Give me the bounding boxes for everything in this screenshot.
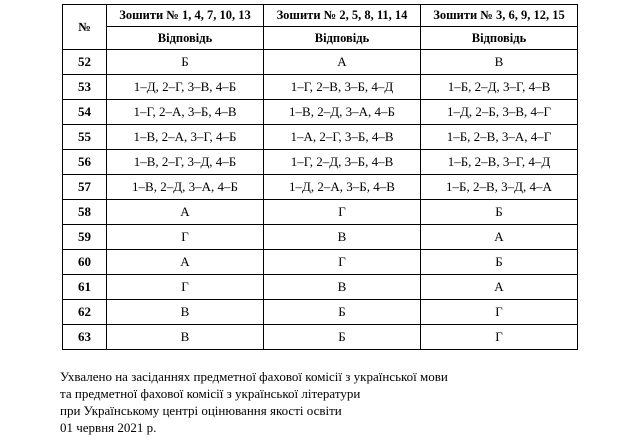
question-number: 58	[63, 200, 107, 225]
answer-cell: В	[264, 225, 421, 250]
question-number: 52	[63, 50, 107, 75]
table-row	[63, 200, 578, 225]
answer-cell: 1–В, 2–Г, 3–Д, 4–Б	[107, 150, 264, 175]
table-row	[63, 250, 578, 275]
question-number: 53	[63, 75, 107, 100]
question-number: 60	[63, 250, 107, 275]
answer-subheader-3: Відповідь	[421, 27, 578, 50]
table-row	[63, 50, 578, 75]
group-header-1: Зошити № 1, 4, 7, 10, 13	[107, 5, 264, 27]
approval-note	[60, 368, 448, 436]
question-number: 59	[63, 225, 107, 250]
approval-date: 01 червня 2021 р.	[60, 420, 157, 435]
answer-cell: Г	[421, 325, 578, 350]
table-row	[63, 275, 578, 300]
table-row	[63, 300, 578, 325]
answer-cell: 1–Б, 2–В, 3–Д, 4–А	[421, 175, 578, 200]
answer-cell: В	[264, 275, 421, 300]
answer-cell: А	[421, 225, 578, 250]
answer-cell: 1–В, 2–Д, 3–А, 4–Б	[264, 100, 421, 125]
answer-cell: 1–Д, 2–Г, 3–В, 4–Б	[107, 75, 264, 100]
answer-cell: А	[107, 250, 264, 275]
table-row	[63, 75, 578, 100]
question-number: 57	[63, 175, 107, 200]
question-number: 55	[63, 125, 107, 150]
answer-cell: А	[421, 275, 578, 300]
answer-cell: А	[107, 200, 264, 225]
approval-line: Ухвалено на засіданнях предметної фахової комісії з української мови	[60, 369, 448, 384]
answer-subheader-1: Відповідь	[107, 27, 264, 50]
question-number: 61	[63, 275, 107, 300]
answer-cell: В	[107, 325, 264, 350]
answer-cell: 1–Д, 2–Б, 3–В, 4–Г	[421, 100, 578, 125]
answer-cell: Б	[264, 325, 421, 350]
question-number: 54	[63, 100, 107, 125]
answer-key-table	[62, 4, 578, 350]
table-row	[63, 325, 578, 350]
answer-cell: Б	[264, 300, 421, 325]
table-row	[63, 100, 578, 125]
question-number: 63	[63, 325, 107, 350]
answer-cell: В	[107, 300, 264, 325]
answer-cell: А	[264, 50, 421, 75]
answer-cell: 1–Г, 2–Д, 3–Б, 4–В	[264, 150, 421, 175]
number-column-header: №	[63, 5, 107, 50]
answer-cell: Г	[107, 225, 264, 250]
answer-cell: Б	[421, 250, 578, 275]
answer-cell: Г	[264, 250, 421, 275]
answer-cell: 1–В, 2–А, 3–Г, 4–Б	[107, 125, 264, 150]
table-row	[63, 150, 578, 175]
answer-cell: 1–Г, 2–В, 3–Б, 4–Д	[264, 75, 421, 100]
answer-cell: 1–Г, 2–А, 3–Б, 4–В	[107, 100, 264, 125]
table-row	[63, 125, 578, 150]
answer-cell: В	[421, 50, 578, 75]
answer-cell: 1–Б, 2–Д, 3–Г, 4–В	[421, 75, 578, 100]
answer-cell: 1–Д, 2–А, 3–Б, 4–В	[264, 175, 421, 200]
question-number: 56	[63, 150, 107, 175]
group-header-3: Зошити № 3, 6, 9, 12, 15	[421, 5, 578, 27]
question-number: 62	[63, 300, 107, 325]
answer-cell: 1–В, 2–Д, 3–А, 4–Б	[107, 175, 264, 200]
answer-cell: Б	[107, 50, 264, 75]
approval-line: та предметної фахової комісії з української літератури	[60, 386, 361, 401]
table-row	[63, 225, 578, 250]
approval-line: при Українському центрі оцінювання якості освіти	[60, 403, 342, 418]
answer-cell: Г	[421, 300, 578, 325]
group-header-2: Зошити № 2, 5, 8, 11, 14	[264, 5, 421, 27]
answer-subheader-2: Відповідь	[264, 27, 421, 50]
answer-cell: 1–А, 2–Г, 3–Б, 4–В	[264, 125, 421, 150]
answer-cell: 1–Б, 2–В, 3–А, 4–Г	[421, 125, 578, 150]
table-row	[63, 175, 578, 200]
answer-cell: Г	[264, 200, 421, 225]
answer-cell: Г	[107, 275, 264, 300]
answer-cell: Б	[421, 200, 578, 225]
answer-cell: 1–Б, 2–В, 3–Г, 4–Д	[421, 150, 578, 175]
